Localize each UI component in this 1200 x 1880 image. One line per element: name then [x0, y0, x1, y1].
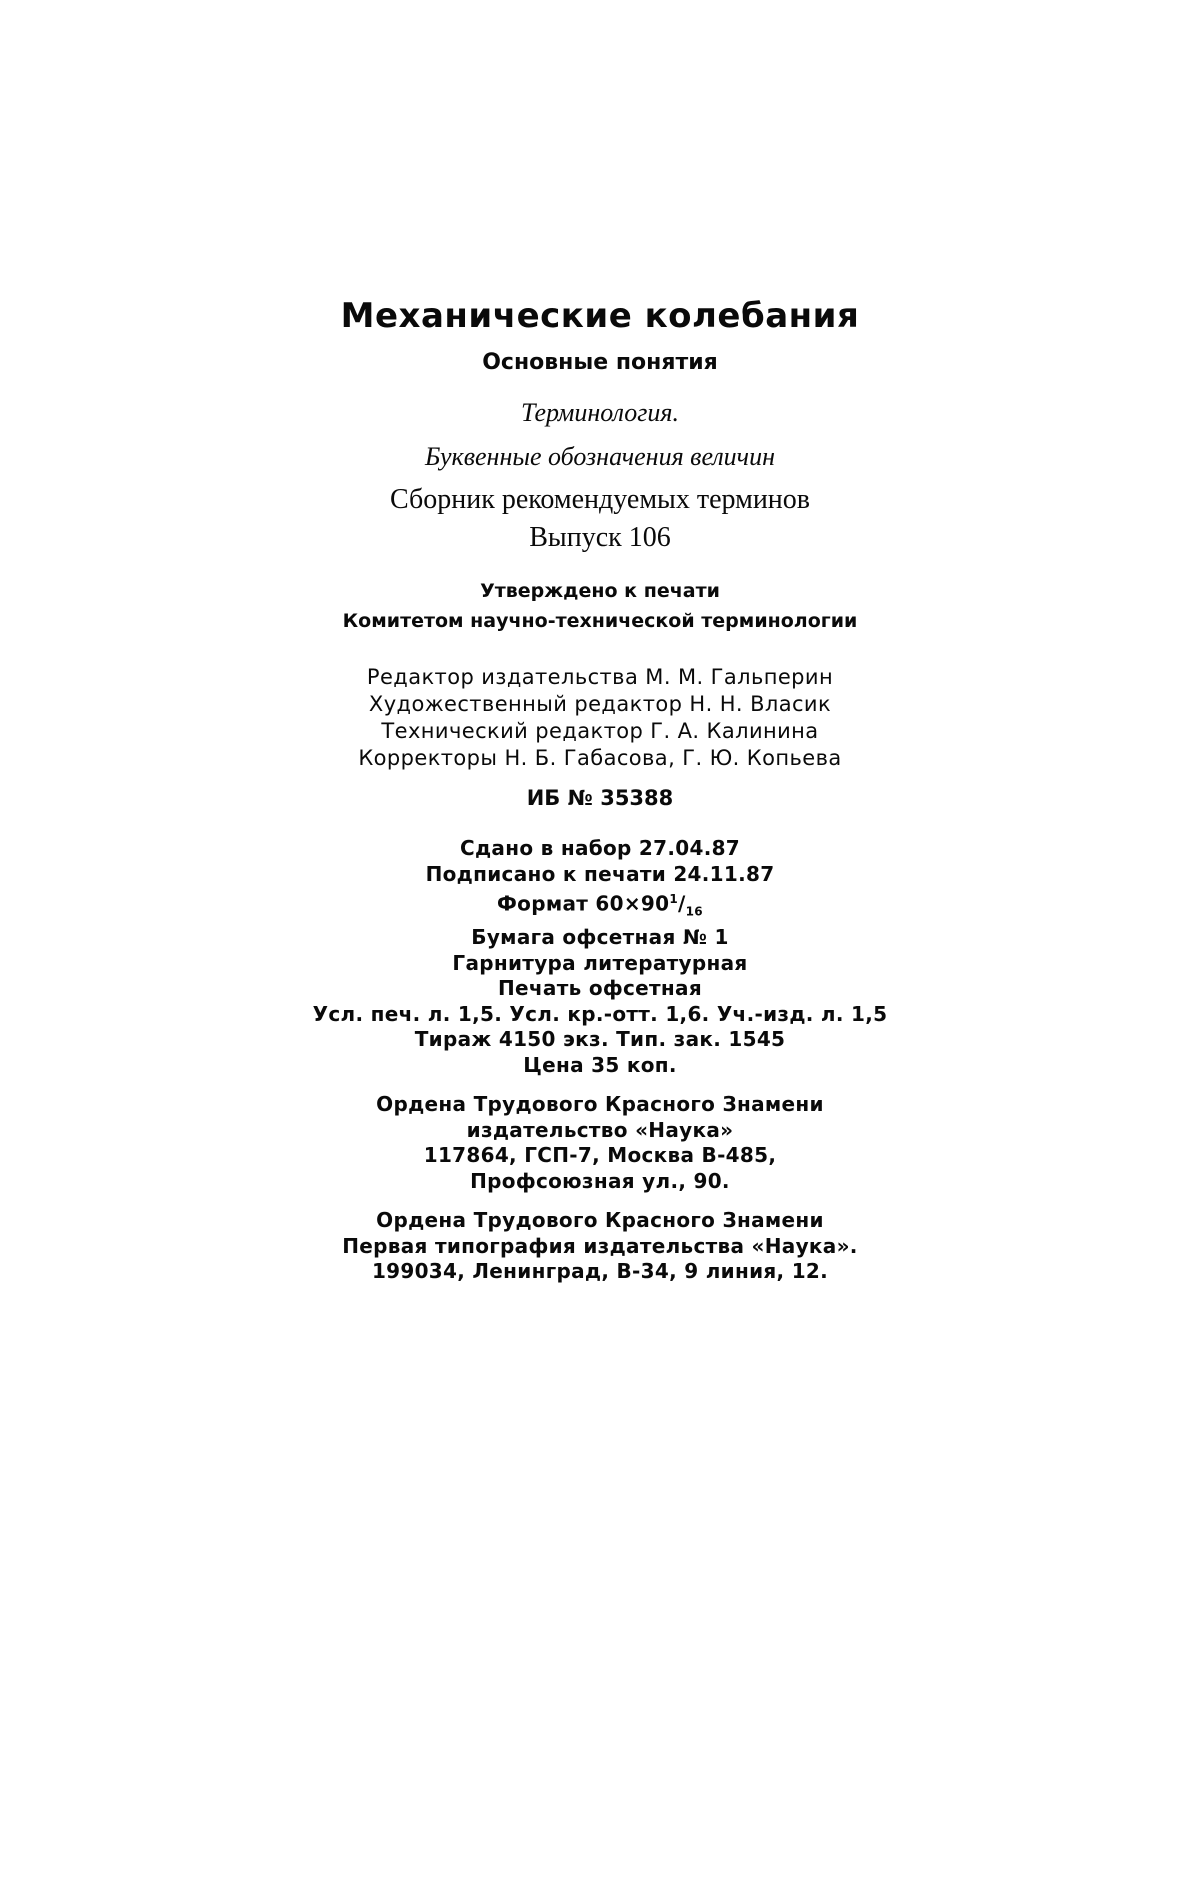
price-line: Цена 35 коп. [523, 1052, 677, 1077]
signed-date: Подписано к печати 24.11.87 [425, 861, 775, 886]
credit-line: Художественный редактор Н. Н. Власик [368, 692, 832, 716]
paper-line: Бумага офсетная № 1 [471, 925, 729, 950]
book-subtitle: Основные понятия [482, 350, 718, 375]
publisher-line: Ордена Трудового Красного Знамени [376, 1092, 824, 1116]
printing-house-block [0, 1208, 1200, 1285]
typeset-date: Сдано в набор 27.04.87 [459, 836, 741, 860]
credit-line: Технический редактор Г. А. Калинина [381, 719, 819, 743]
letter-designations-line: Буквенные обозначения величин [425, 442, 775, 471]
collection-line: Сборник рекомендуемых терминов [389, 484, 811, 515]
printing-line: Печать офсетная [498, 976, 702, 1001]
credit-line: Корректоры Н. Б. Габасова, Г. Ю. Копьева [358, 746, 842, 770]
book-title: Механические колебания [340, 296, 860, 336]
sheets-line: Усл. печ. л. 1,5. Усл. кр.-отт. 1,6. Уч.-изд. л. 1,5 [312, 1001, 888, 1026]
approval-line: Утверждено к печати [480, 580, 720, 602]
approval-line: Комитетом научно-технической терминологии [342, 610, 858, 632]
issue-line: Выпуск 106 [529, 522, 671, 553]
publisher-line: издательство «Наука» [466, 1117, 734, 1142]
print-details [0, 836, 1200, 1078]
staff-credits [0, 664, 1200, 772]
printing-house-line: 199034, Ленинград, В-34, 9 линия, 12. [371, 1259, 829, 1283]
typeface-line: Гарнитура литературная [452, 950, 748, 975]
format-line: Формат $60\times 90^1/_{16}$ [497, 891, 703, 919]
approval-block [0, 576, 1200, 636]
terminology-line: Терминология. [521, 398, 679, 427]
publisher-block [0, 1092, 1200, 1194]
publisher-line: Профсоюзная ул., 90. [470, 1168, 730, 1193]
printing-house-line: Первая типография издательства «Наука». [342, 1233, 858, 1258]
publisher-line: 117864, ГСП-7, Москва В-485, [423, 1143, 777, 1167]
ib-number: ИБ № 35388 [526, 786, 674, 810]
printing-house-line: Ордена Трудового Красного Знамени [376, 1208, 824, 1232]
circulation-line: Тираж 4150 экз. Тип. зак. 1545 [414, 1027, 786, 1052]
credit-line: Редактор издательства М. М. Гальперин [366, 665, 834, 689]
